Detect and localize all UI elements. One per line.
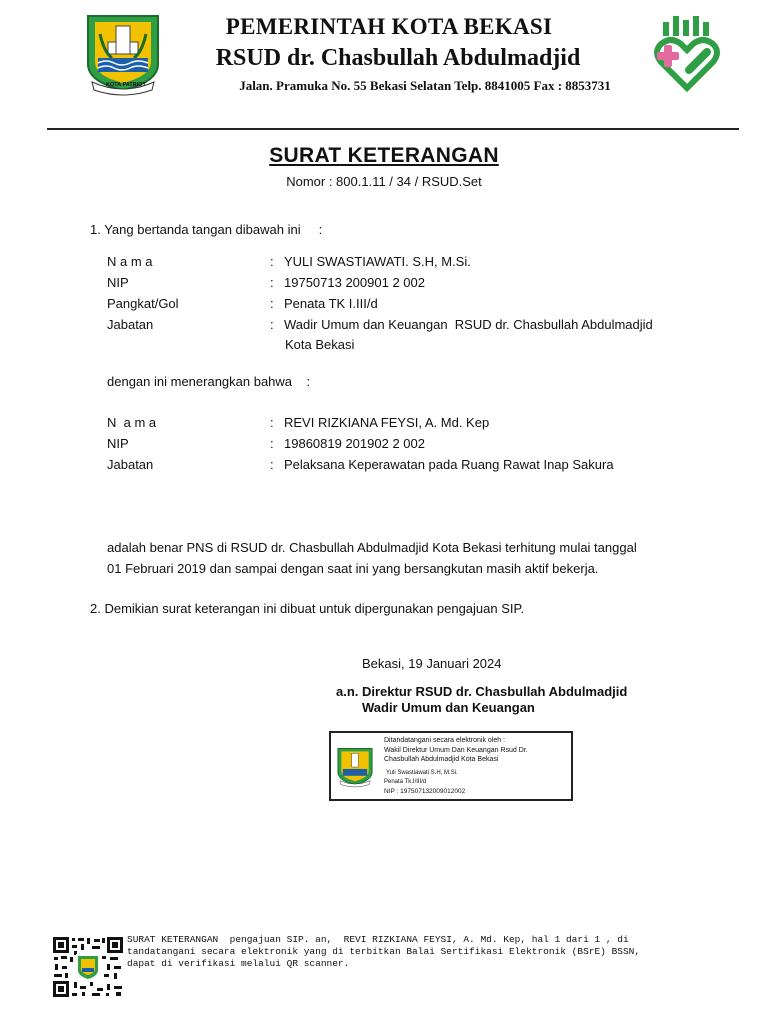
signer-nip-label: NIP [107, 275, 129, 290]
esig-heading: Ditandatangani secara elektronik oleh : [384, 737, 506, 744]
header-divider [47, 128, 739, 130]
esig-rank: Penata Tk.I/III/d [384, 779, 427, 785]
hospital-name: RSUD dr. Chasbullah Abdulmadjid [215, 45, 581, 71]
document-title: SURAT KETERANGAN [269, 144, 499, 167]
government-name: PEMERINTAH KOTA BEKASI [225, 14, 553, 39]
subject-name-label: N a m a [107, 415, 157, 430]
subject-nip-colon: : [270, 436, 274, 451]
subject-position-label: Jabatan [107, 457, 154, 472]
footer-verification-text: SURAT KETERANGAN pengajuan SIP. an, REVI RIZKIANA FEYSI, A. Md. Kep, hal 1 dari 1 , di tandatangani secara elektronik yang di terbitkan Balai Sertifikasi Elektronik (BSrE) BSSN, dapat di verifikasi melalui QR scanner. [127, 934, 641, 969]
place-date: Bekasi, 19 Januari 2024 [362, 656, 502, 671]
signer-nip-colon: : [270, 275, 274, 290]
signer-position-colon: : [270, 317, 274, 332]
qr-code-icon [52, 936, 124, 998]
signer-position-value: Wadir Umum dan Keuangan RSUD dr. Chasbullah Abdulmadjid [284, 317, 653, 332]
document-number: Nomor : 800.1.11 / 34 / RSUD.Set [286, 174, 482, 189]
subject-name-value: REVI RIZKIANA FEYSI, A. Md. Kep [284, 415, 490, 430]
subject-position-value: Pelaksana Keperawatan pada Ruang Rawat Inap Sakura [284, 457, 614, 472]
signer-rank-label: Pangkat/Gol [107, 296, 179, 311]
subject-nip-value: 19860819 201902 2 002 [284, 436, 425, 451]
esig-name: Yuli Swastiawati S.H, M.Si. [386, 770, 458, 776]
section2-text: 2. Demikian surat keterangan ini dibuat untuk dipergunakan pengajuan SIP. [90, 601, 525, 616]
director-title: Direktur RSUD dr. Chasbullah Abdulmadjid [362, 684, 628, 699]
signer-name-value: YULI SWASTIAWATI. S.H, M.Si. [284, 254, 471, 269]
signer-rank-colon: : [270, 296, 274, 311]
signer-position-label: Jabatan [107, 317, 154, 332]
declare-line: dengan ini menerangkan bahwa : [107, 374, 311, 389]
subject-position-colon: : [270, 457, 274, 472]
body-line-1: adalah benar PNS di RSUD dr. Chasbullah Abdulmadjid Kota Bekasi terhitung mulai tanggal [107, 540, 637, 555]
subject-name-colon: : [270, 415, 274, 430]
esig-line2: Chasbullah Abdulmadjid Kota Bekasi [384, 756, 499, 763]
signer-rank-value: Penata TK I.III/d [284, 296, 378, 311]
body-line-2: 01 Februari 2019 dan sampai dengan saat ini yang bersangkutan masih aktif bekerja. [107, 561, 599, 576]
signer-position-value-cont: Kota Bekasi [285, 337, 355, 352]
signer-nip-value: 19750713 200901 2 002 [284, 275, 425, 290]
emblem-label: KOTA PATRIOT [106, 82, 146, 88]
esig-line1: Wakil Direktur Umum Dan Keuangan Rsud Dr. [384, 747, 528, 754]
electronic-signature-box [329, 731, 573, 801]
signer-position-title: Wadir Umum dan Keuangan [362, 700, 535, 715]
subject-nip-label: NIP [107, 436, 129, 451]
an-prefix: a.n. [336, 684, 359, 699]
hospital-address: Jalan. Pramuka No. 55 Bekasi Selatan Telp. 8841005 Fax : 8853731 [239, 78, 611, 93]
sig-emblem-icon [335, 737, 375, 797]
signer-name-label: N a m a [107, 254, 153, 269]
signer-name-colon: : [270, 254, 274, 269]
esig-nip: NIP : 197507132009012002 [384, 788, 466, 795]
section1-intro: 1. Yang bertanda tangan dibawah ini : [90, 222, 323, 237]
